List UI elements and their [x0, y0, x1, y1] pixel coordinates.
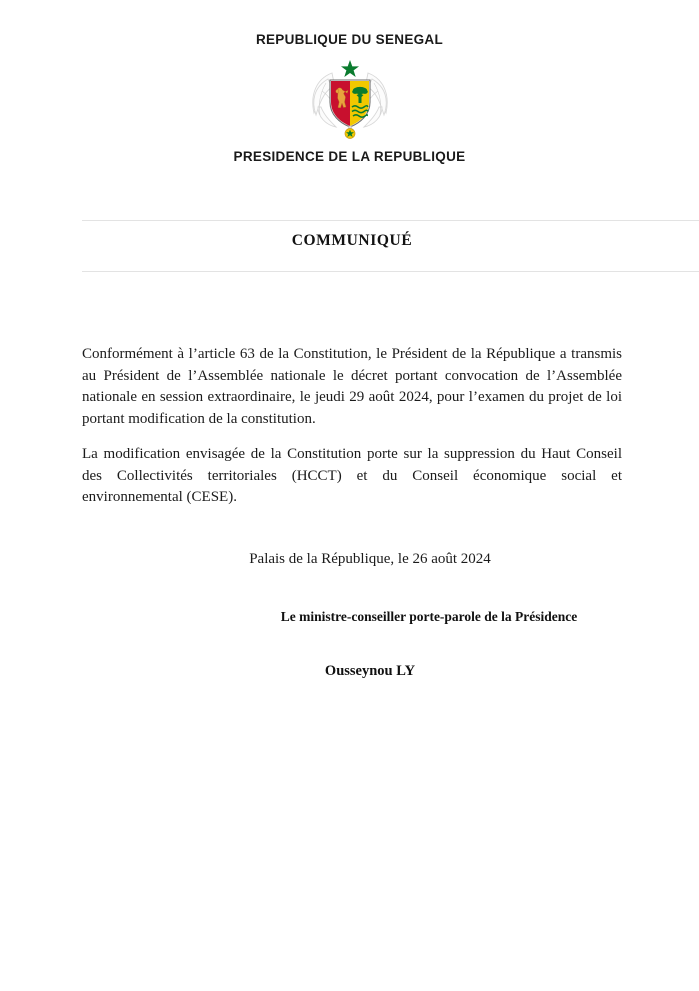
divider-rule-bottom	[82, 271, 699, 272]
document-header	[0, 0, 699, 164]
institution-title: PRESIDENCE DE LA REPUBLIQUE	[233, 149, 466, 164]
place-and-date: Palais de la République, le 26 août 2024	[249, 551, 491, 567]
signer-title: Le ministre-conseiller porte-parole de la Présidence	[280, 609, 578, 624]
country-title: REPUBLIQUE DU SENEGAL	[255, 32, 444, 47]
body-paragraph: La modification envisagée de la Constitution porte sur la suppression du Haut Conseil des Collectivités territoriales (HCCT) et du Conseil économique social et environnemental (CESE).	[82, 446, 622, 505]
senegal-coat-of-arms-icon	[302, 55, 398, 139]
document-body	[82, 344, 622, 509]
communique-title: COMMUNIQUÉ	[291, 232, 413, 249]
signer-name: Ousseynou LY	[324, 663, 416, 679]
divider-rule-top	[82, 220, 699, 221]
body-paragraph: Conformément à l’article 63 de la Constitution, le Président de la République a transmis au Président de l’Assemblée nationale le décret portant convocation de l’Assemblée nationale en session extraordinaire, le jeudi 29 août 2024, pour l’examen du projet de loi portant modification de la constitution.	[82, 346, 622, 427]
